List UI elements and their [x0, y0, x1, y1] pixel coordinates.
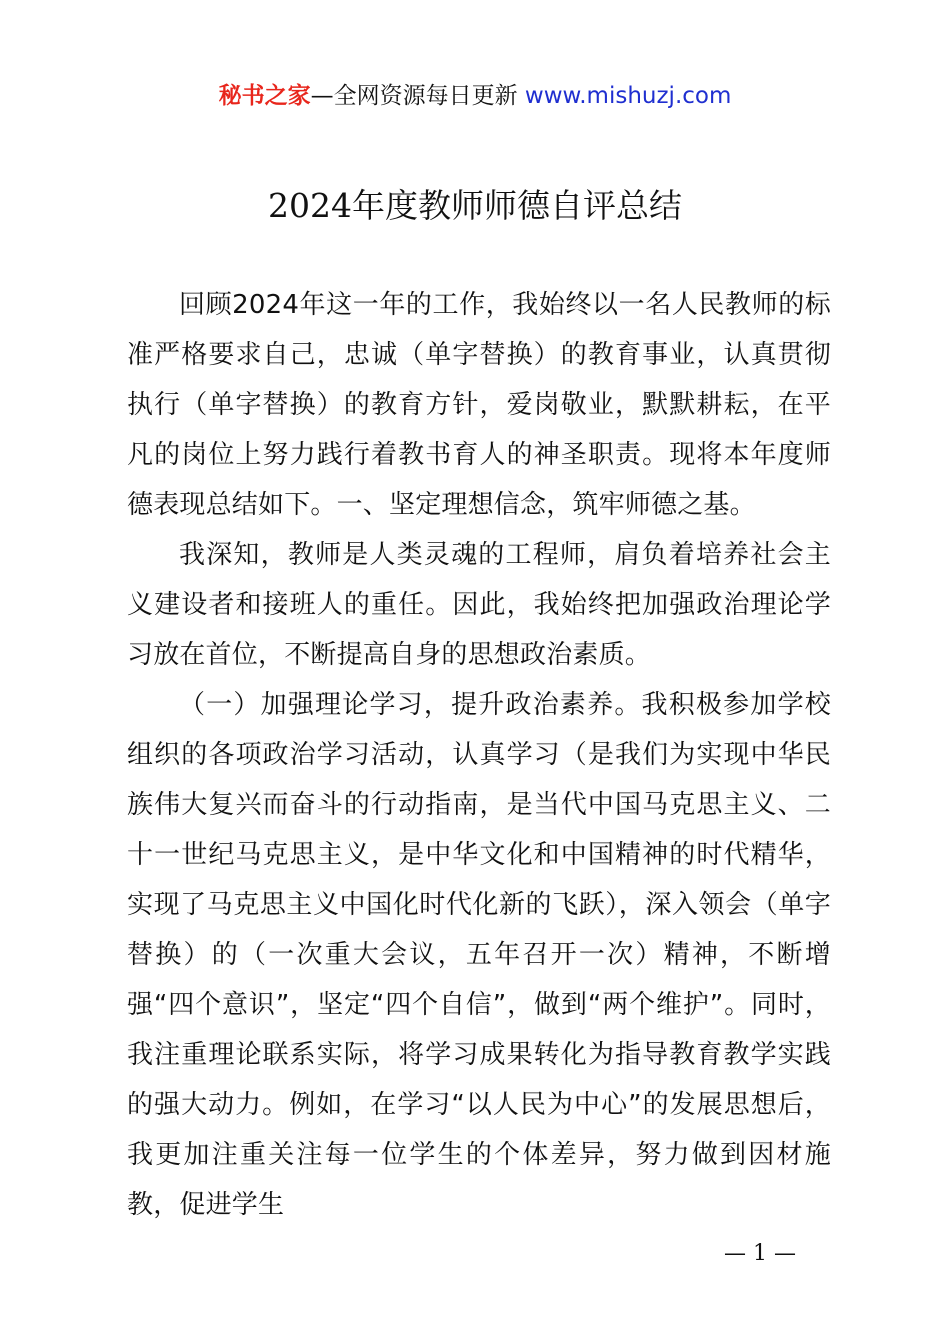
paragraph: 回顾2024年这一年的工作，我始终以一名人民教师的标准严格要求自己，忠诚（单字替换）的教育事业，认真贯彻执行（单字替换）的教育方针，爱岗敬业，默默耕耘，在平凡的岗位上努力践行着教书育人的神圣职责。现将本年度师德表现总结如下。一、坚定理想信念，筑牢师德之基。: [127, 290, 831, 520]
paragraph: 我深知，教师是人类灵魂的工程师，肩负着培养社会主义建设者和接班人的重任。因此，我始终把加强政治理论学习放在首位，不断提高自身的思想政治素质。: [127, 540, 831, 670]
banner-dash: —: [310, 83, 334, 109]
brand-name: 秘书之家: [218, 83, 311, 109]
page-number: — 1 —: [724, 1241, 796, 1266]
site-url-link[interactable]: www.mishuzj.com: [524, 83, 732, 109]
banner-tagline: 全网资源每日更新: [333, 83, 518, 109]
document-title: 2024年度教师师德自评总结: [268, 186, 682, 225]
site-banner: [0, 80, 950, 112]
paragraph: （一）加强理论学习，提升政治素养。我积极参加学校组织的各项政治学习活动，认真学习（是我们为实现中华民族伟大复兴而奋斗的行动指南，是当代中国马克思主义、二十一世纪马克思主义，是中华文化和中国精神的时代精华，实现了马克思主义中国化时代化新的飞跃），深入领会（单字替换）的（一次重大会议，五年召开一次）精神，不断增强“四个意识”，坚定“四个自信”，做到“两个维护”。同时，我注重理论联系实际，将学习成果转化为指导教育教学实践的强大动力。例如，在学习“以人民为中心”的发展思想后，我更加注重关注每一位学生的个体差异，努力做到因材施教，促进学生: [127, 690, 831, 1220]
document-body: [127, 280, 831, 1230]
